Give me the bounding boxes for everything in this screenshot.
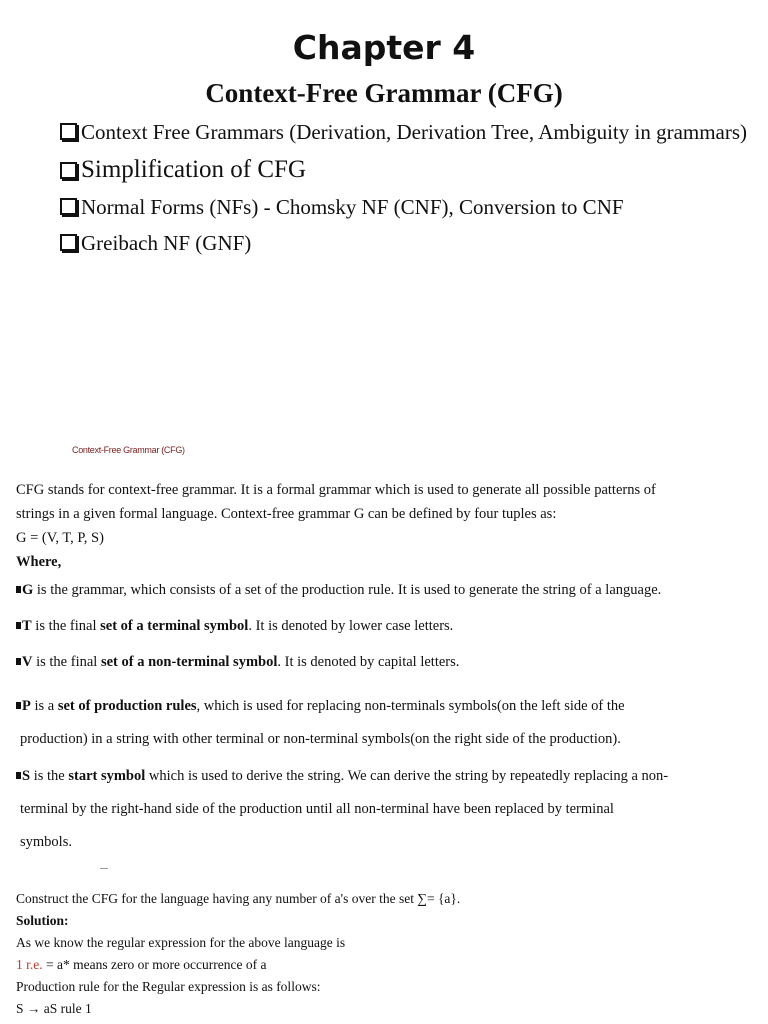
- regex-text: = a* means zero or more occurrence of a: [42, 957, 267, 972]
- definition-text: terminal by the right-hand side of the production until all non-terminal have been replaced by terminal: [20, 801, 614, 817]
- regex-label: 1 r.e.: [16, 957, 43, 972]
- section-mini-title: Context-Free Grammar (CFG): [72, 445, 185, 455]
- definition-text: . It is denoted by lower case letters.: [248, 618, 454, 634]
- chapter-subtitle: Context-Free Grammar (CFG): [205, 78, 563, 108]
- definition-emphasis: set of a terminal symbol: [100, 618, 249, 634]
- intro-paragraph: [16, 478, 761, 574]
- production-rule: S → aS rule 1: [16, 1001, 92, 1016]
- checkbox-bullet-icon: [60, 162, 77, 179]
- definition-emphasis: set of a non-terminal symbol: [100, 654, 278, 670]
- definition-text: is the grammar, which consists of a set of the production rule. It is used to generate the string of a language.: [33, 582, 662, 598]
- definition-text: which is used to derive the string. We can derive the string by repeatedly replacing a non-: [145, 768, 669, 784]
- definition-emphasis: start symbol: [68, 768, 146, 784]
- intro-line: strings in a given formal language. Context-free grammar G can be defined by four tuples as:: [16, 506, 557, 522]
- symbol-label: S: [22, 768, 31, 784]
- example-question: Construct the CFG for the language having any number of a's over the set ∑= {a}.: [16, 891, 461, 906]
- topic-label: Greibach NF (GNF): [81, 231, 252, 255]
- checkbox-bullet-icon: [60, 234, 77, 251]
- definition-text: symbols.: [20, 834, 72, 850]
- checkbox-bullet-icon: [60, 198, 77, 215]
- topic-item: [58, 153, 763, 187]
- definition-text: . It is denoted by capital letters.: [277, 654, 460, 670]
- definition-text: production) in a string with other terminal or non-terminal symbols(on the right side of the production).: [20, 731, 621, 747]
- topic-item: [58, 191, 763, 223]
- solution-label: Solution:: [16, 913, 69, 928]
- topic-label: Context Free Grammars (Derivation, Derivation Tree, Ambiguity in grammars): [81, 120, 748, 144]
- topic-label: Normal Forms (NFs) - Chomsky NF (CNF), Conversion to CNF: [81, 195, 624, 219]
- checkbox-bullet-icon: [60, 123, 77, 140]
- definition-p: [16, 690, 768, 756]
- tuple-definition: G = (V, T, P, S): [16, 530, 104, 546]
- symbol-label: T: [22, 618, 32, 634]
- topic-list: [58, 116, 763, 259]
- bullet-mark-icon: [16, 702, 21, 709]
- example-line: As we know the regular expression for the above language is: [16, 935, 346, 950]
- definition-text: is the: [30, 768, 69, 784]
- bullet-mark-icon: [16, 622, 21, 629]
- definition-s: [16, 760, 768, 859]
- example-block: [16, 888, 756, 1020]
- definition-t: [16, 618, 768, 635]
- definition-text: is the final: [32, 654, 101, 670]
- divider: [100, 868, 108, 869]
- chapter-heading: Chapter 4: [292, 28, 476, 67]
- definition-text: is the final: [31, 618, 101, 634]
- regex-line: [16, 954, 756, 976]
- definition-text: is a: [30, 698, 58, 714]
- bullet-mark-icon: [16, 658, 21, 665]
- symbol-label: P: [22, 698, 31, 714]
- symbol-label: G: [22, 582, 34, 598]
- definition-g: [16, 582, 768, 599]
- definition-v: [16, 654, 768, 671]
- intro-line: CFG stands for context-free grammar. It is a formal grammar which is used to generate all possible patterns of: [16, 482, 656, 498]
- bullet-mark-icon: [16, 586, 21, 593]
- definition-emphasis: set of production rules: [57, 698, 197, 714]
- topic-item: [58, 227, 763, 259]
- topic-item: [58, 116, 763, 149]
- example-line: Production rule for the Regular expression is as follows:: [16, 979, 321, 994]
- symbol-label: V: [22, 654, 33, 670]
- where-label: Where,: [16, 554, 62, 570]
- topic-label: Simplification of CFG: [81, 156, 306, 183]
- bullet-mark-icon: [16, 772, 21, 779]
- definition-text: , which is used for replacing non-terminals symbols(on the left side of the: [196, 698, 625, 714]
